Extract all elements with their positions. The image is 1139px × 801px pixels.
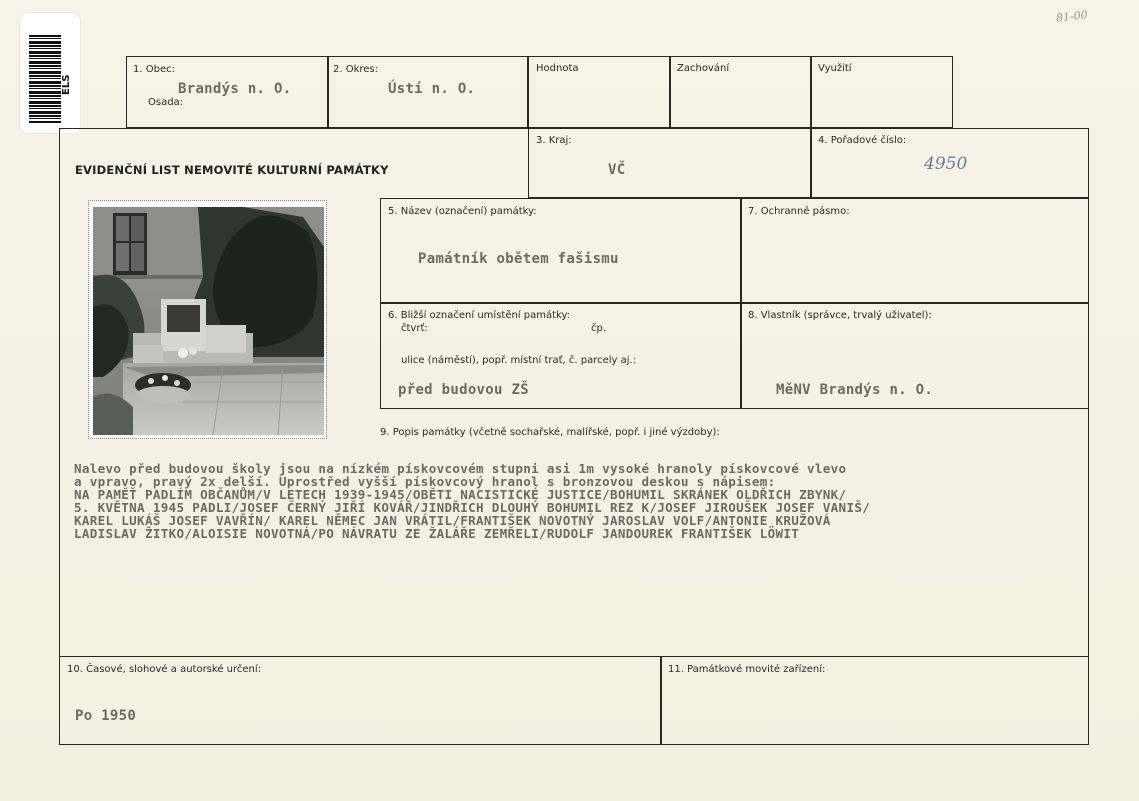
poradove-value: 4950 — [924, 154, 968, 174]
barcode-icon — [29, 35, 61, 123]
popis-line: LADISLAV ŽITKO/ALOISIE NOVOTNÁ/PO NÁVRATU ZE ŽALÁŘE ZEMŘELI/RUDOLF JANDOUREK FRANTIŠEK LÖWIT — [74, 526, 800, 540]
umisteni-label: 6. Bližší označení umístění památky: — [388, 310, 571, 321]
popis-text — [74, 462, 1084, 540]
casove-value: Po 1950 — [75, 708, 137, 724]
poradove-label: 4. Pořadové číslo: — [818, 135, 907, 146]
okres-value: Ústí n. O. — [388, 81, 476, 97]
vlastnik-value: MěNV Brandýs n. O. — [776, 382, 934, 398]
obec-label: 1. Obec: — [133, 64, 175, 75]
popis-line: 5. KVĚTNA 1945 PADLI/JOSEF ČERNÝ JIŘÍ KOVÁŘ/JINDŘICH DLOUHÝ BOHUMIL REZ K/JOSEF JIROUŠEK JOSEF VANIŠ/ — [74, 500, 871, 515]
ctvrt-label: čtvrť: — [401, 323, 428, 334]
popis-line: KAREL LUKÁŠ JOSEF VAVŘÍN/ KAREL NĚMEC JAN VRÁTIL/FRANTIŠEK NOVOTNÝ JAROSLAV VOLF/ANTONIE KRUŽOVÁ — [74, 513, 831, 528]
okres-label: 2. Okres: — [333, 64, 379, 75]
kraj-value: VČ — [608, 162, 626, 178]
form-title: EVIDENČNÍ LIST NEMOVITÉ KULTURNÍ PAMÁTKY — [75, 163, 389, 177]
pasmo-label: 7. Ochranné pásmo: — [748, 206, 850, 217]
osada-label: Osada: — [148, 97, 184, 108]
sticker-code: ELS — [61, 74, 72, 95]
monument-photo — [88, 200, 327, 439]
vlastnik-label: 8. Vlastník (správce, trvalý uživatel): — [748, 310, 932, 321]
pencil-note: 81-00 — [1055, 8, 1089, 25]
nazev-label: 5. Název (označení) památky: — [388, 206, 537, 217]
kraj-label: 3. Kraj: — [536, 135, 572, 146]
barcode-sticker — [20, 13, 80, 133]
popis-line: Nalevo před budovou školy jsou na nízkém pískovcovém stupni asi 1m vysoké hranoly pískovcové vlevo — [74, 462, 847, 476]
cp-label: čp. — [591, 323, 607, 334]
ulice-label: ulice (náměstí), popř. místní trať, č. parcely aj.: — [401, 355, 637, 366]
casove-label: 10. Časové, slohové a autorské určení: — [67, 664, 262, 675]
umisteni-value: před budovou ZŠ — [398, 382, 529, 398]
vyuziti-label: Využití — [818, 63, 852, 74]
monument-photo-image — [93, 207, 324, 435]
popis-label: 9. Popis památky (včetně sochařské, malířské, popř. i jiné výzdoby): — [380, 427, 720, 438]
hodnota-label: Hodnota — [536, 63, 579, 74]
obec-value: Brandýs n. O. — [178, 81, 292, 97]
movite-label: 11. Památkové movité zařízení: — [668, 664, 826, 675]
nazev-value: Památník obětem fašismu — [418, 251, 619, 267]
popis-line: NA PAMĚŤ PADLÍM OBČANŮM/V LETECH 1939-1945/OBĚTI NACISTICKÉ JUSTICE/BOHUMIL SKRÁNEK OLDŘICH ZBYNK/ — [74, 487, 847, 502]
zachovani-label: Zachování — [677, 63, 730, 74]
popis-line: a vpravo, pravý 2x delší. Uprostřed vyšší pískovcový hranol s bronzovou deskou s nápisem: — [74, 474, 776, 489]
